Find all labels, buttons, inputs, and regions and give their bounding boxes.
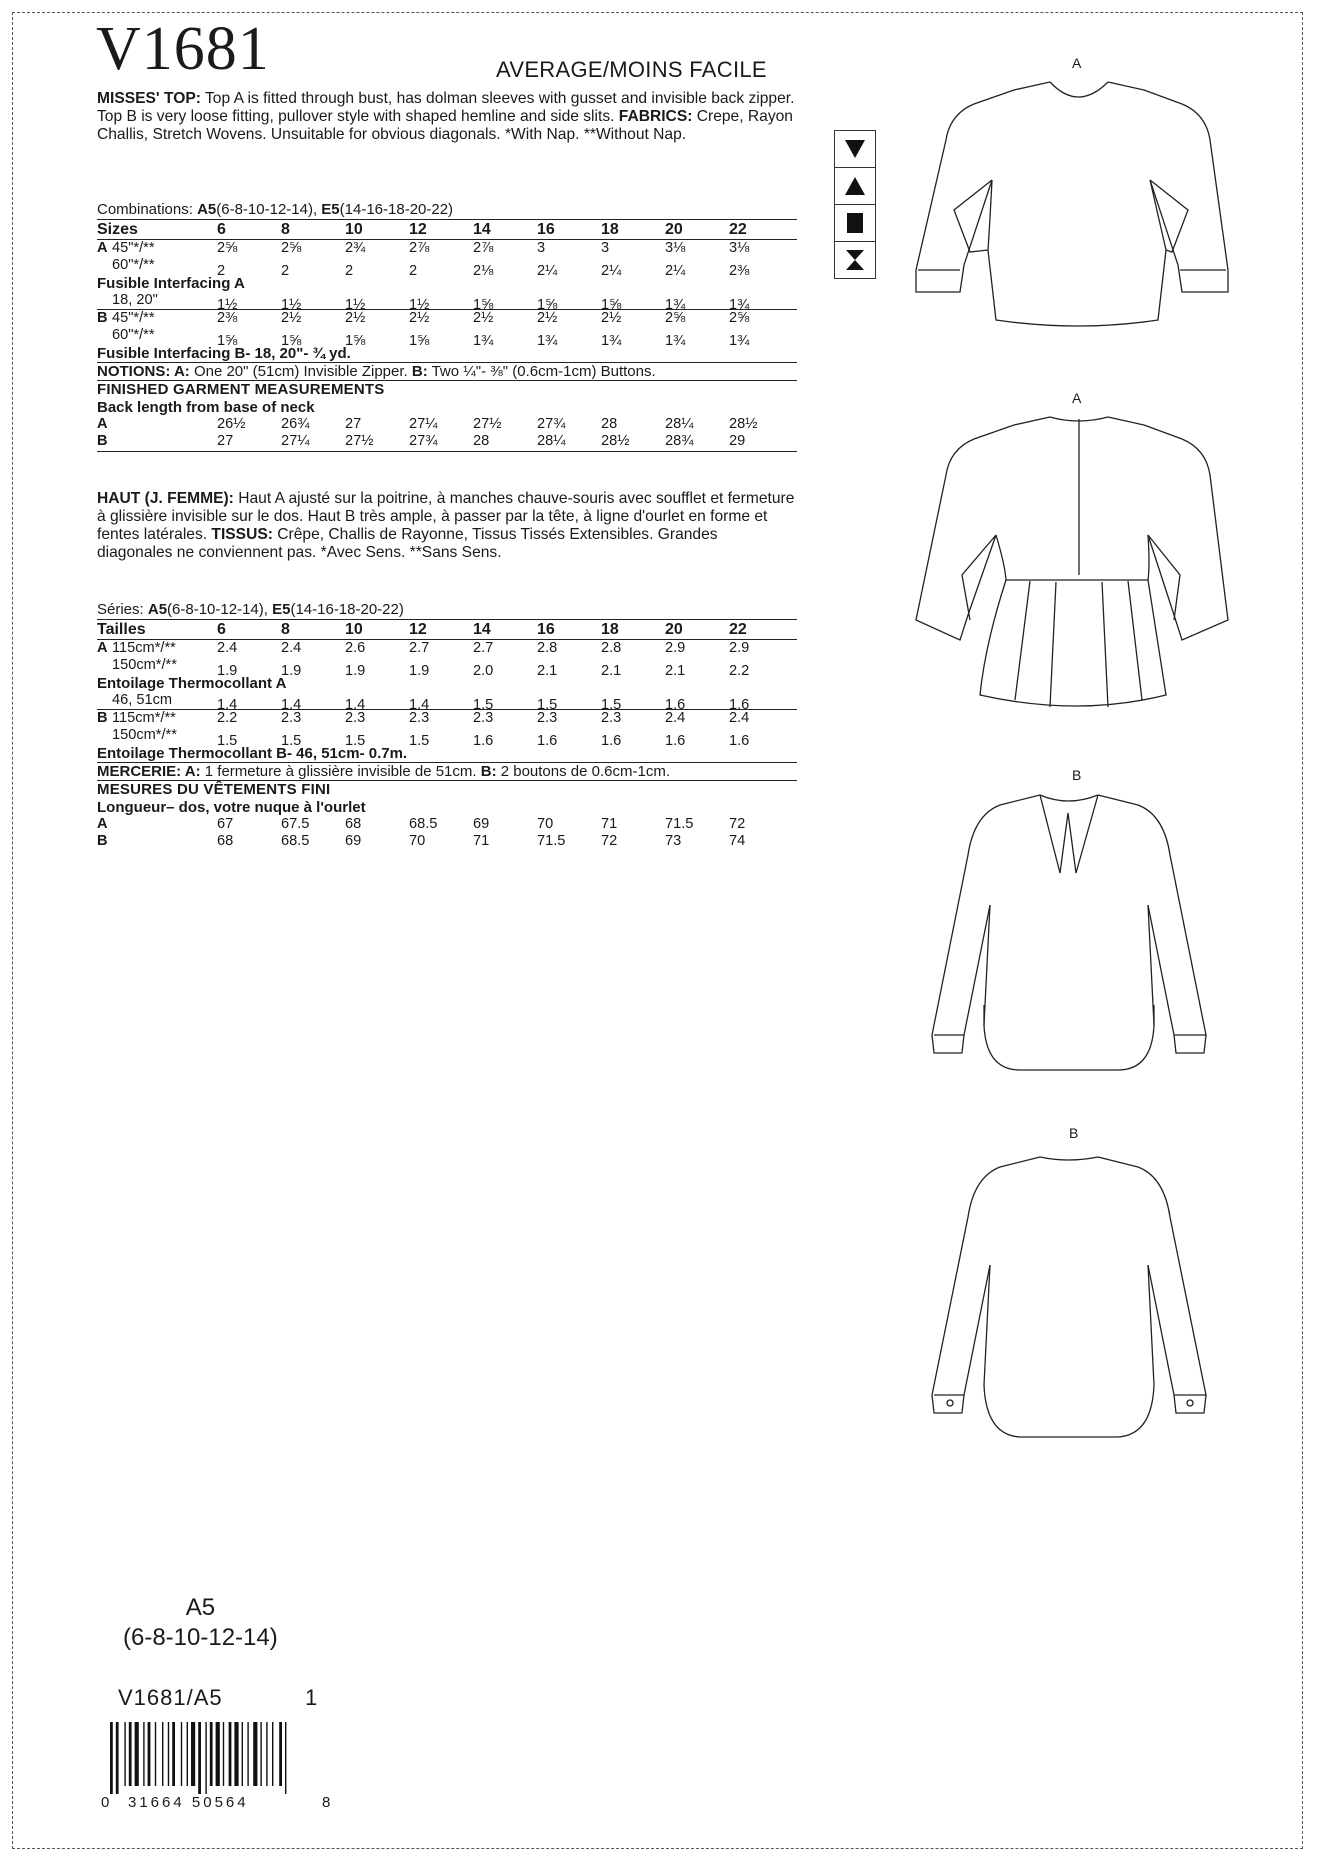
table-cell: 2: [409, 262, 418, 279]
table-row: [97, 327, 797, 349]
table-cell: 2: [345, 262, 354, 279]
view-b-front-label: B: [1072, 767, 1082, 783]
table-cell: 1.6: [601, 732, 622, 749]
table-cell: 28¾: [665, 433, 694, 450]
table-cell: 1¾: [537, 332, 558, 349]
table-cell: 27¾: [537, 415, 566, 432]
fabric-width: 45"*/**: [112, 240, 155, 256]
fabric-width: 60"*/**: [112, 327, 155, 344]
view-b-back-label: B: [1069, 1125, 1079, 1141]
english-yardage-table: [97, 200, 797, 452]
table-cell: 2.0: [473, 662, 494, 679]
table-cell: 1.4: [217, 697, 238, 714]
description-label: MISSES' TOP:: [97, 90, 201, 107]
size-range: (6-8-10-12-14): [123, 1624, 278, 1651]
table-cell: 2.4: [729, 710, 750, 727]
table-cell: 1.5: [601, 697, 622, 714]
table-cell: 2.8: [537, 640, 558, 656]
size-header: 6: [217, 221, 226, 238]
size-code: A5: [185, 1594, 216, 1621]
table-cell: 28: [473, 433, 490, 450]
size-header: 10: [345, 221, 363, 238]
table-cell: 69: [345, 833, 362, 850]
table-row: [97, 710, 797, 727]
table-cell: 28½: [601, 433, 630, 450]
table-cell: 2⅞: [409, 240, 430, 256]
interfacing-a-label: Fusible Interfacing A: [97, 274, 245, 292]
table-cell: 26½: [217, 415, 246, 432]
table-cell: 2⅜: [217, 310, 238, 327]
view-letter: [97, 257, 112, 274]
view-a-back-label: A: [1072, 390, 1082, 406]
view-a-back-sketch: [910, 405, 1230, 735]
french-description: [97, 490, 797, 562]
table-cell: 3⅛: [665, 240, 686, 256]
table-cell: 2⅝: [217, 240, 238, 256]
table-cell: 2⅜: [729, 262, 750, 279]
table-cell: 1⅝: [537, 297, 558, 314]
table-cell: 1.5: [537, 697, 558, 714]
fabric-width: [112, 816, 217, 833]
fabric-width: 46, 51cm: [112, 691, 173, 708]
table-cell: 26¾: [281, 415, 310, 432]
table-cell: 2.6: [345, 640, 366, 656]
fabric-width: 18, 20": [112, 291, 158, 308]
table-row: [97, 691, 797, 714]
table-cell: 1.9: [409, 662, 430, 679]
table-row: [97, 816, 797, 833]
size-header: 14: [473, 621, 491, 638]
view-b-front-sketch: [920, 785, 1220, 1095]
table-cell: 2.4: [665, 710, 686, 727]
layout-symbols: [834, 130, 876, 279]
table-cell: 2.3: [601, 710, 622, 727]
table-cell: 2: [217, 262, 226, 279]
table-row: [97, 433, 797, 450]
table-row: [97, 833, 797, 850]
table-row: [97, 291, 797, 314]
table-cell: 2.8: [601, 640, 622, 656]
finished-measurements-label-fr: MESURES DU VÊTEMENTS FINI: [97, 781, 331, 799]
back-length-label-fr: Longueur– dos, votre nuque à l'ourlet: [97, 798, 366, 816]
size-header: 8: [281, 221, 290, 238]
table-cell: 2: [281, 262, 290, 279]
table-row: [97, 240, 797, 257]
finished-measurements-label: FINISHED GARMENT MEASUREMENTS: [97, 381, 385, 399]
table-cell: 1⅝: [281, 332, 302, 349]
combinations-line: Combinations: A5(6-8-10-12-14), E5(14-16-18-20-22): [97, 201, 454, 218]
table-cell: 70: [537, 815, 554, 832]
table-cell: 2.9: [665, 640, 686, 656]
table-cell: 27½: [345, 433, 374, 450]
table-cell: 1.4: [409, 697, 430, 714]
table-row: [97, 657, 797, 679]
table-cell: 1½: [281, 297, 302, 314]
table-cell: 1.9: [345, 662, 366, 679]
view-letter: A: [97, 415, 108, 432]
fabric-width: 115cm*/**: [112, 640, 176, 656]
sizes-header-row: [97, 220, 797, 239]
fabric-width: [112, 433, 217, 450]
view-letter: [97, 727, 112, 744]
interfacing-b-line-fr: Entoilage Thermocollant B- 46, 51cm- 0.7m.: [97, 744, 408, 762]
barcode-digits-middle: 31664 50564: [128, 1794, 249, 1811]
table-cell: 2.1: [537, 662, 558, 679]
table-cell: 2¼: [537, 262, 558, 279]
fabric-width: 115cm*/**: [112, 710, 176, 727]
notions-line: NOTIONS: A: One 20" (51cm) Invisible Zipper. B: Two ¼"- ⅜" (0.6cm-1cm) Buttons.: [97, 363, 656, 381]
table-cell: 71.5: [665, 815, 694, 832]
table-cell: 1¾: [665, 297, 686, 314]
table-cell: 1.5: [473, 697, 494, 714]
table-cell: 28¼: [665, 415, 694, 432]
table-cell: 1⅝: [409, 332, 430, 349]
table-cell: 2⅝: [665, 310, 686, 327]
table-cell: 2⅝: [281, 240, 302, 256]
table-cell: 2⅛: [473, 262, 494, 279]
view-letter: [97, 692, 112, 709]
table-cell: 2.4: [281, 640, 302, 656]
table-cell: 2.3: [281, 710, 302, 727]
size-header: 20: [665, 221, 683, 238]
table-cell: 3: [601, 240, 610, 256]
table-cell: 2.2: [217, 710, 238, 727]
table-cell: 2.3: [537, 710, 558, 727]
table-cell: 1¾: [729, 332, 750, 349]
french-yardage-table: [97, 600, 797, 851]
table-cell: 2¼: [665, 262, 686, 279]
table-cell: 2½: [409, 310, 430, 327]
size-header: 6: [217, 621, 226, 638]
nap-up-icon: [835, 168, 875, 205]
view-letter: B: [97, 833, 108, 850]
size-header: 16: [537, 221, 555, 238]
fabrics-label-fr: TISSUS:: [211, 526, 273, 543]
view-letter: B: [97, 433, 108, 450]
table-cell: 71: [601, 815, 618, 832]
view-letter: B: [97, 310, 108, 327]
table-cell: 1.5: [281, 732, 302, 749]
table-cell: 2.3: [409, 710, 430, 727]
table-row: [97, 727, 797, 749]
fabrics-label: FABRICS:: [618, 108, 693, 125]
table-cell: 72: [601, 833, 618, 850]
table-cell: 68.5: [409, 815, 438, 832]
table-cell: 1¾: [473, 332, 494, 349]
table-cell: 68.5: [281, 833, 310, 850]
table-cell: 1.4: [345, 697, 366, 714]
tailles-header-row: [97, 620, 797, 639]
table-cell: 1½: [217, 297, 238, 314]
fabric-width: 150cm*/**: [112, 657, 177, 674]
table-cell: 1.5: [409, 732, 430, 749]
table-cell: 28¼: [537, 433, 566, 450]
table-cell: 1½: [345, 297, 366, 314]
fabric-width: [112, 416, 217, 433]
page-number: 1: [305, 1685, 318, 1710]
description-text: Top A is fitted through bust, has dolman sleeves with gusset and invisible back zipper. Top B is very loose fitting, pullover style with shaped hemline and side slits.: [97, 90, 795, 125]
table-cell: 1¾: [729, 297, 750, 314]
sizes-label: Sizes: [97, 221, 138, 238]
size-range-block: [123, 1593, 278, 1653]
barcode-digit-right: 8: [322, 1794, 332, 1811]
table-cell: 1½: [409, 297, 430, 314]
table-cell: 73: [665, 833, 682, 850]
view-b-back-sketch: [920, 1145, 1220, 1455]
table-cell: 67.5: [281, 815, 310, 832]
table-cell: 2½: [473, 310, 494, 327]
table-cell: 2.4: [217, 640, 238, 656]
table-cell: 1.9: [281, 662, 302, 679]
view-letter: B: [97, 710, 108, 727]
size-header: 18: [601, 621, 619, 638]
difficulty-label: AVERAGE/MOINS FACILE: [496, 57, 767, 82]
table-cell: 27½: [473, 415, 502, 432]
view-letter: [97, 292, 112, 309]
series-line: Séries: A5(6-8-10-12-14), E5(14-16-18-20-22): [97, 601, 404, 618]
fabric-width: [112, 833, 217, 850]
fabrics-text-fr: Crêpe, Challis de Rayonne, Tissus Tissés Extensibles. Grandes diagonales ne conviennent pas. *Avec Sens. **Sans Sens.: [97, 526, 718, 561]
table-cell: 1.5: [345, 732, 366, 749]
table-cell: 1⅝: [217, 332, 238, 349]
table-cell: 3⅛: [729, 240, 750, 256]
table-cell: 1¾: [665, 332, 686, 349]
table-cell: 2.1: [601, 662, 622, 679]
size-header: 14: [473, 221, 491, 238]
english-description: [97, 90, 797, 144]
table-cell: 2.7: [409, 640, 430, 656]
table-cell: 2.3: [345, 710, 366, 727]
table-cell: 1.5: [217, 732, 238, 749]
table-cell: 27: [217, 433, 234, 450]
view-letter: [97, 657, 112, 674]
barcode-image: [96, 1722, 326, 1794]
interfacing-b-line: Fusible Interfacing B- 18, 20"- ¾ yd.: [97, 344, 351, 362]
table-cell: 2⅞: [473, 240, 494, 256]
table-cell: 74: [729, 833, 746, 850]
table-cell: 27¼: [409, 415, 438, 432]
barcode-digit-left: 0: [101, 1794, 111, 1811]
table-cell: 2.7: [473, 640, 494, 656]
table-cell: 2½: [537, 310, 558, 327]
table-cell: 1.6: [473, 732, 494, 749]
table-cell: 1.6: [665, 732, 686, 749]
sizes-label: Tailles: [97, 621, 146, 638]
table-cell: 69: [473, 815, 490, 832]
view-letter: [97, 327, 112, 344]
table-cell: 2¼: [601, 262, 622, 279]
view-letter: A: [97, 815, 108, 832]
size-header: 22: [729, 621, 747, 638]
table-cell: 68: [217, 833, 234, 850]
table-cell: 71: [473, 833, 490, 850]
size-header: 10: [345, 621, 363, 638]
view-a-front-sketch: [910, 70, 1230, 340]
table-cell: 28: [601, 415, 618, 432]
table-cell: 71.5: [537, 833, 566, 850]
table-row: [97, 310, 797, 327]
table-cell: 67: [217, 815, 234, 832]
hourglass-icon: [835, 242, 875, 278]
table-row: [97, 257, 797, 279]
pattern-number: V1681/A5: [118, 1685, 223, 1710]
table-cell: 1¾: [601, 332, 622, 349]
size-header: 18: [601, 221, 619, 238]
description-text-fr: Haut A ajusté sur la poitrine, à manches chauve-souris avec soufflet et fermeture à glissière invisible sur le dos. Haut B très ample, à passer par la tête, à ligne d'ourlet en forme et fentes latérales.: [97, 490, 795, 543]
table-row: [97, 640, 797, 657]
size-header: 16: [537, 621, 555, 638]
size-header: 12: [409, 221, 427, 238]
back-length-label: Back length from base of neck: [97, 398, 315, 416]
without-nap-icon: [835, 205, 875, 242]
table-row: [97, 416, 797, 433]
table-cell: 2¾: [345, 240, 366, 256]
nap-down-icon: [835, 131, 875, 168]
size-header: 22: [729, 221, 747, 238]
table-cell: 3: [537, 240, 546, 256]
table-cell: 2.2: [729, 662, 750, 679]
fabrics-text: Crepe, Rayon Challis, Stretch Wovens. Unsuitable for obvious diagonals. *With Nap. **Without Nap.: [97, 108, 793, 143]
table-cell: 2⅝: [729, 310, 750, 327]
table-cell: 2.1: [665, 662, 686, 679]
pattern-title: V1681: [96, 15, 270, 83]
fabric-width: 60"*/**: [112, 257, 155, 274]
view-a-front-label: A: [1072, 55, 1082, 71]
table-cell: 1.6: [729, 697, 750, 714]
table-cell: 1.6: [537, 732, 558, 749]
size-header: 12: [409, 621, 427, 638]
table-cell: 1.4: [281, 697, 302, 714]
table-cell: 2.3: [473, 710, 494, 727]
table-cell: 27¼: [281, 433, 310, 450]
description-label-fr: HAUT (J. FEMME):: [97, 490, 234, 507]
table-cell: 2.9: [729, 640, 750, 656]
fabric-width: 45"*/**: [112, 310, 155, 327]
table-cell: 1⅝: [473, 297, 494, 314]
table-cell: 2½: [345, 310, 366, 327]
size-header: 8: [281, 621, 290, 638]
mercerie-line: MERCERIE: A: 1 fermeture à glissière invisible de 51cm. B: 2 boutons de 0.6cm-1cm.: [97, 763, 670, 781]
table-cell: 1⅝: [345, 332, 366, 349]
table-cell: 1.6: [729, 732, 750, 749]
table-cell: 1.9: [217, 662, 238, 679]
view-letter: A: [97, 240, 108, 256]
table-cell: 70: [409, 833, 426, 850]
interfacing-a-label-fr: Entoilage Thermocollant A: [97, 674, 287, 692]
size-header: 20: [665, 621, 683, 638]
table-cell: 72: [729, 815, 746, 832]
table-cell: 28½: [729, 415, 758, 432]
table-cell: 27¾: [409, 433, 438, 450]
table-cell: 27: [345, 415, 362, 432]
fabric-width: 150cm*/**: [112, 727, 177, 744]
table-cell: 68: [345, 815, 362, 832]
table-cell: 1.6: [665, 697, 686, 714]
view-letter: A: [97, 640, 108, 656]
table-cell: 2½: [281, 310, 302, 327]
table-cell: 1⅝: [601, 297, 622, 314]
table-cell: 29: [729, 433, 746, 450]
table-cell: 2½: [601, 310, 622, 327]
